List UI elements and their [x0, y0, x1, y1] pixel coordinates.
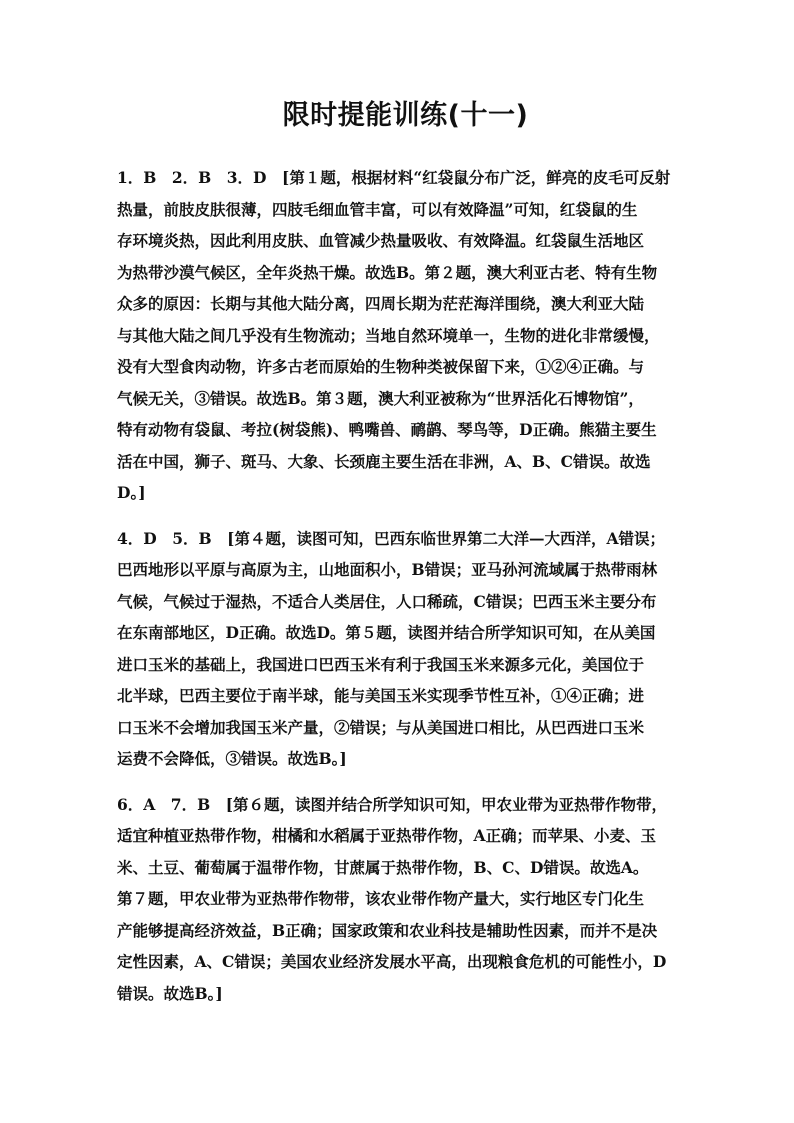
- text-line: 口玉米不会增加我国玉米产量，②错误；与从美国进口相比，从巴西进口玉米: [117, 717, 645, 737]
- text-line: 特有动物有袋鼠、考拉(树袋熊)、鸭嘴兽、鸸鹋、琴鸟等，D正确。熊猫主要生: [117, 420, 657, 439]
- text-line: 气候，气候过于湿热，不适合人类居住，人口稀疏，C错误；巴西玉米主要分布: [117, 591, 657, 611]
- text-line: 运费不会降低，③错误。故选B。]: [117, 749, 347, 768]
- page-title: 限时提能训练(十一): [282, 100, 529, 131]
- text-line: 进口玉米的基础上，我国进口巴西玉米有利于我国玉米来源多元化，美国位于: [117, 654, 645, 674]
- text-line: 没有大型食肉动物，许多古老而原始的生物种类被保留下来，①②④正确。与: [117, 357, 645, 376]
- text-line: 4．D 5．B [第４题，读图可知，巴西东临世界第二大洋—大西洋，A错误；: [117, 528, 665, 548]
- text-line: D。]: [117, 483, 146, 502]
- text-line: 6．A 7．B [第６题，读图并结合所学知识可知，甲农业带为亚热带作物带，: [117, 794, 668, 814]
- text-line: 第７题，甲农业带为亚热带作物带，该农业带作物产量大，实行地区专门化生: [117, 889, 645, 908]
- text-line: 适宜种植亚热带作物，柑橘和水稻属于亚热带作物，A正确；而苹果、小麦、玉: [117, 826, 657, 845]
- answer-paragraph-1: [117, 162, 694, 509]
- text-line: 活在中国，狮子、斑马、大象、长颈鹿主要生活在非洲，A、B、C错误。故选: [117, 451, 651, 471]
- text-line: 米、土豆、葡萄属于温带作物，甘蔗属于热带作物，B、C、D错误。故选A。: [117, 857, 649, 877]
- text-line: 存环境炎热，因此利用皮肤、血管减少热量吸收、有效降温。红袋鼠生活地区: [117, 231, 645, 250]
- text-line: 巴西地形以平原与高原为主，山地面积小，B错误；亚马孙河流域属于热带雨林: [117, 560, 658, 579]
- text-line: 气候无关，③错误。故选B。第３题，澳大利亚被称为“世界活化石博物馆”，: [117, 388, 644, 408]
- text-line: 与其他大陆之间几乎没有生物流动；当地自然环境单一，生物的进化非常缓慢，: [117, 325, 660, 345]
- text-line: 为热带沙漠气候区，全年炎热干燥。故选B。第２题，澳大利亚古老、特有生物: [117, 262, 658, 282]
- text-line: 热量，前肢皮肤很薄，四肢毛细血管丰富，可以有效降温”可知，红袋鼠的生: [117, 199, 638, 219]
- text-line: 在东南部地区，D正确。故选D。第５题，读图并结合所学知识可知，在从美国: [117, 623, 656, 642]
- text-line: 产能够提高经济效益，B正确；国家政策和农业科技是辅助性因素，而并不是决: [117, 920, 658, 940]
- answer-paragraph-2: [117, 523, 694, 775]
- text-line: 北半球，巴西主要位于南半球，能与美国玉米实现季节性互补，①④正确；进: [117, 686, 645, 705]
- text-line: 错误。故选B。]: [117, 983, 223, 1003]
- text-line: 众多的原因：长期与其他大陆分离，四周长期为茫茫海洋围绕，澳大利亚大陆: [117, 294, 645, 313]
- answer-paragraph-3: [117, 789, 694, 1010]
- text-line: 1．B 2．B 3．D [第１题，根据材料“红袋鼠分布广泛，鲜亮的皮毛可反射: [117, 168, 671, 187]
- text-line: 定性因素，A、C错误；美国农业经济发展水平高，出现粮食危机的可能性小，D: [117, 952, 667, 971]
